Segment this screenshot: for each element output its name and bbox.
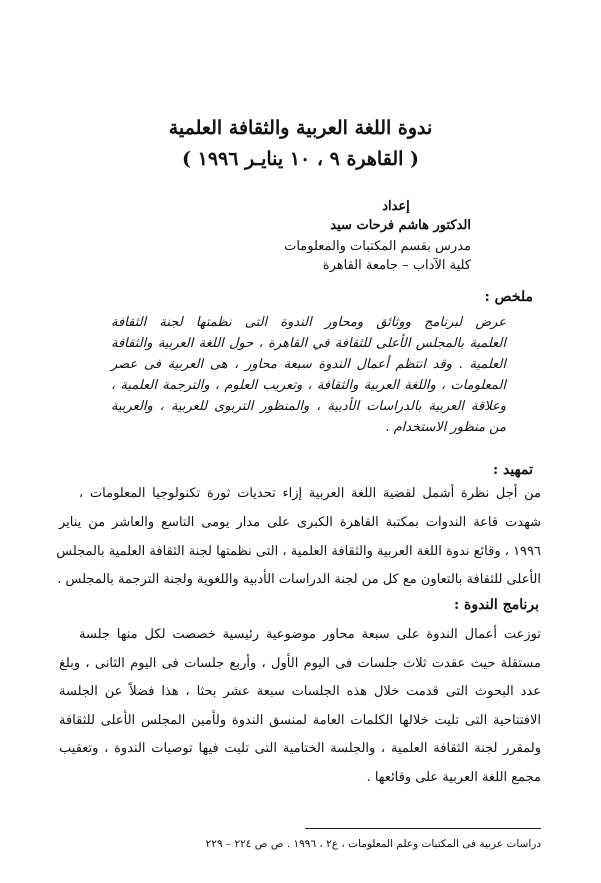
program-line: الافتتاحية التى تليت خلالها الكلمات العامة لمنسق الندوة ولأمين المجلس الأعلى للثقافة [59,713,541,728]
program-line: مستقلة حيث عقدت ثلاث جلسات فى اليوم الأول ، وأربع جلسات فى اليوم الثانى ، وبلغ [59,656,541,671]
abstract-line: العلمية . وقد انتظم أعمال الندوة سبعة محاور ، هى العربية فى عصر [111,357,506,372]
abstract-line: وعلاقة العربية بالدراسات الأدبية ، والمنظور التربوى للعربية ، والعربية [111,399,506,414]
author-position: مدرس بقسم المكتبات والمعلومات [284,239,471,254]
abstract-line: عرض لبرنامج ووثائق ومحاور الندوة التى نظمتها لجنة الثقافة [111,315,506,330]
intro-line: الأعلى للثقافة بالتعاون مع كل من لجنة الدراسات الأدبية واللغوية ولجنة الترجمة بالمجلس . [57,572,541,587]
abstract-line: من منظور الاستخدام . [385,420,506,435]
author-name: الدكتور هاشم فرحات سيد [330,218,471,233]
program-line: عدد البحوث التى قدمت خلال هذه الجلسات سبعة عشر بحثا ، هذا فضلاً عن الجلسة [59,684,541,699]
abstract-heading: ملخص : [484,289,533,305]
abstract-line: المعلومات ، واللغة العربية والثقافة ، وتعريب العلوم ، والترجمة العلمية ، [111,378,506,393]
program-heading: برنامج الندوة : [453,597,539,613]
document-title: ندوة اللغة العربية والثقافة العلمية [168,117,433,139]
prepared-by-label: إعداد [382,199,410,214]
footnote: دراسات عربية فى المكتبات وعلم المعلومات ، ع٢ ، ١٩٩٦ . ص ص ٢٢٤ – ٢٢٩ [205,838,541,850]
intro-line: ١٩٩٦ ، وقائع ندوة اللغة العربية والثقافة العلمية ، التى نظمتها لجنة الثقافة العلمية بالمجلس [56,544,541,559]
footnote-divider [305,828,541,829]
document-subtitle: ( القاهرة ٩ ، ١٠ ينايـر ١٩٩٦ ) [182,148,419,170]
intro-line: من أجل نظرة أشمل لقضية اللغة العربية إزاء تحديات ثورة تكنولوجيا المعلومات ، [79,486,541,501]
program-line: ولمقرر لجنة الثقافة العلمية ، والجلسة الختامية التى تليت فيها توصيات الندوة ، وتعقيب [59,741,541,756]
intro-line: شهدت قاعة الندوات بمكتبة القاهرة الكبرى على مدار يومى التاسع والعاشر من يناير [59,515,541,530]
intro-heading: تمهيد : [492,462,533,478]
abstract-line: العلمية بالمجلس الأعلى للثقافة في القاهرة ، حول اللغة العربية والثقافة [111,336,506,351]
program-line: مجمع اللغة العربية على وقائعها . [366,770,541,785]
author-affiliation: كلية الآداب – جامعة القاهرة [322,258,471,273]
program-line: توزعت أعمال الندوة على سبعة محاور موضوعية رئيسية خصصت لكل منها جلسة [79,627,541,642]
